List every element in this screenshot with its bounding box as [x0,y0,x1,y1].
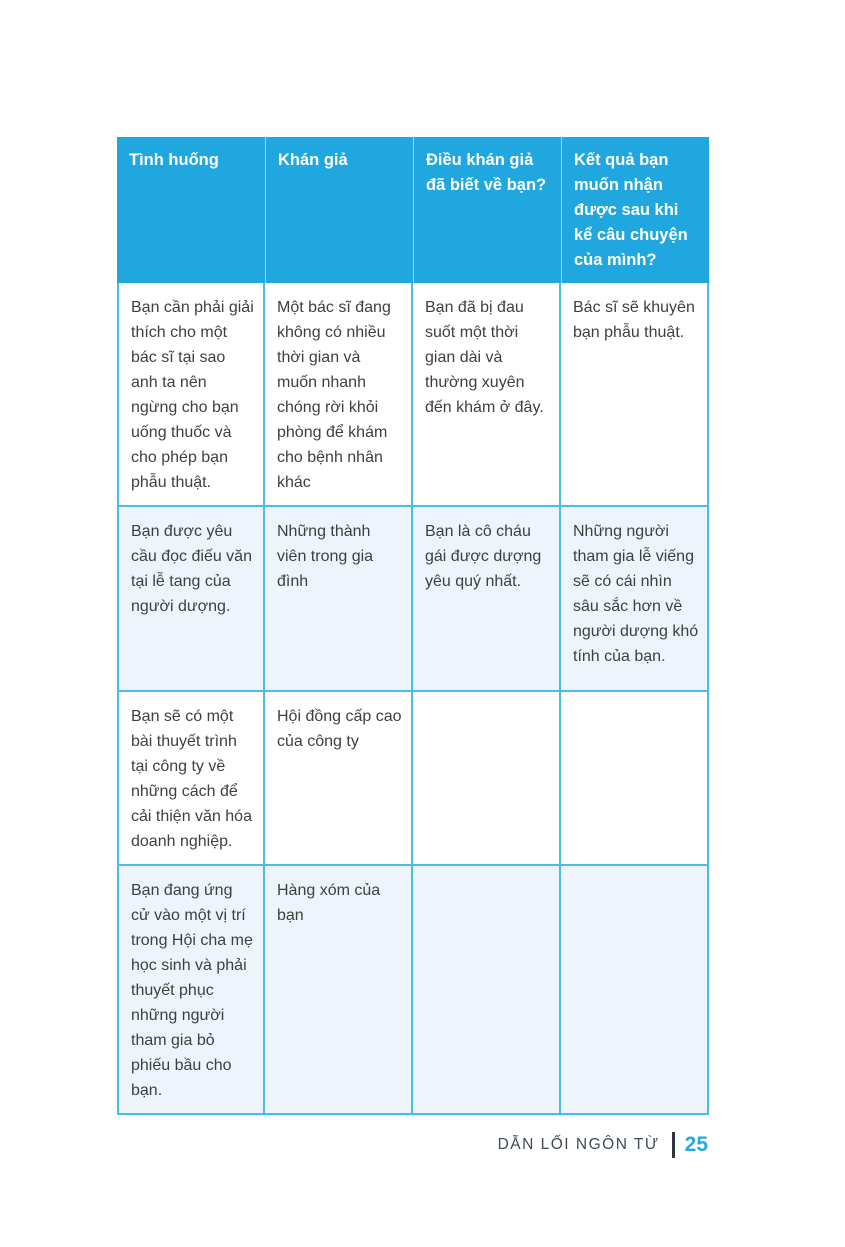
table-row [117,507,709,692]
header-cell-outcome: Kết quả bạn muốn nhận được sau khi kể câu chuyện của mình? [561,137,709,283]
table-cell: Bạn đã bị đau suốt một thời gian dài và thường xuyên đến khám ở đây. [413,283,561,507]
table-cell [561,692,709,866]
table-cell: Bác sĩ sẽ khuyên bạn phẫu thuật. [561,283,709,507]
footer-separator [672,1132,675,1158]
situations-table [117,137,709,1115]
table-row [117,283,709,507]
table-cell [413,866,561,1115]
table-cell: Hàng xóm của bạn [265,866,413,1115]
table-row [117,866,709,1115]
situations-table-container [117,137,709,1115]
table-cell: Bạn là cô cháu gái được dượng yêu quý nhất. [413,507,561,692]
table-cell: Một bác sĩ đang không có nhiều thời gian và muốn nhanh chóng rời khỏi phòng để khám cho bệnh nhân khác [265,283,413,507]
table-cell [561,866,709,1115]
table-cell: Bạn được yêu cầu đọc điếu văn tại lễ tang của người dượng. [117,507,265,692]
table-cell: Bạn sẽ có một bài thuyết trình tại công ty về những cách để cải thiện văn hóa doanh nghiệp. [117,692,265,866]
table-cell: Những thành viên trong gia đình [265,507,413,692]
page-footer [498,1128,708,1162]
header-cell-situation: Tình huống [117,137,265,283]
table-cell [413,692,561,866]
table-row [117,692,709,866]
page-number: 25 [684,1133,708,1156]
table-cell: Bạn đang ứng cử vào một vị trí trong Hội cha mẹ học sinh và phải thuyết phục những người tham gia bỏ phiếu bầu cho bạn. [117,866,265,1115]
table-header-row [117,137,709,283]
table-cell: Những người tham gia lễ viếng sẽ có cái nhìn sâu sắc hơn về người dượng khó tính của bạn. [561,507,709,692]
header-cell-audience: Khán giả [265,137,413,283]
book-title: DẪN LỐI NGÔN TỪ [497,1136,660,1153]
table-cell: Hội đồng cấp cao của công ty [265,692,413,866]
header-cell-known: Điều khán giả đã biết về bạn? [413,137,561,283]
table-cell: Bạn cần phải giải thích cho một bác sĩ tại sao anh ta nên ngừng cho bạn uống thuốc và cho phép bạn phẫu thuật. [117,283,265,507]
